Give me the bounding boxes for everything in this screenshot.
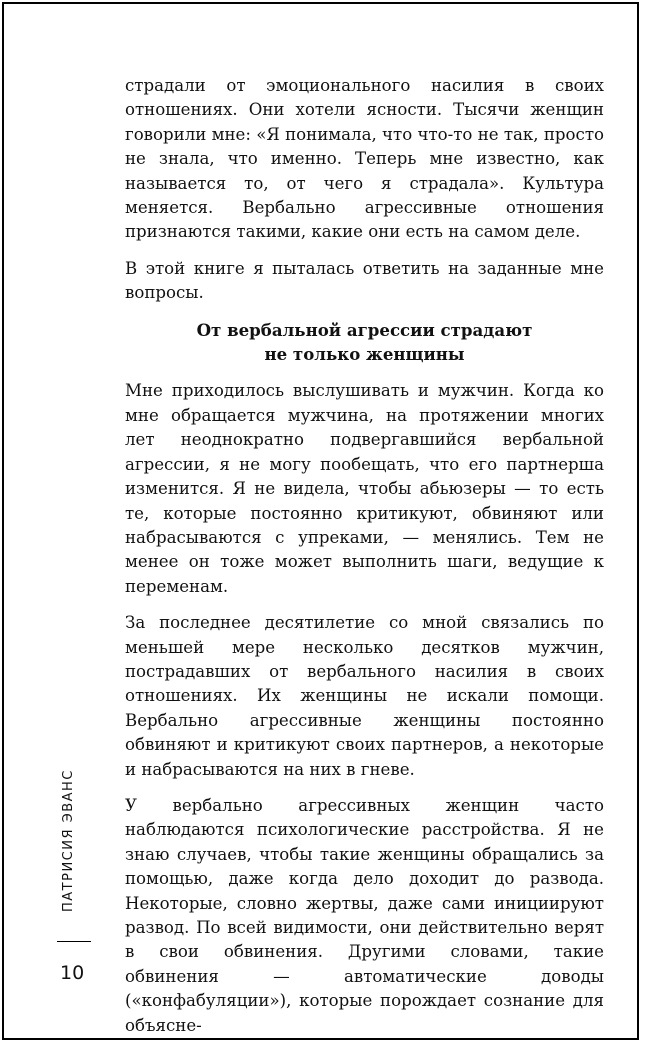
page-number: 10 (60, 962, 85, 984)
section-heading (125, 318, 604, 367)
section-heading-line-2: не только женщины (264, 344, 465, 365)
paragraph-continuation: страдали от эмоционального насилия в своих отношениях. Они хотели ясности. Тысячи женщин говорили мне: «Я понимала, что что-то не так, просто не знала, что именно. Теперь мне известно, как называется то, от чего я страдала». Культура меняется. Вербально агрессивные отношения признаются такими, какие они есть на самом деле. (125, 76, 604, 242)
page-body (125, 74, 604, 1050)
folio-divider (57, 941, 91, 942)
paragraph-disorders: У вербально агрессивных женщин часто наблюдаются психологические расстройства. Я не знаю случаев, чтобы такие женщины обращались за помощью, даже когда дело доходит до развода. Некоторые, словно жертвы, даже сами инициируют развод. По всей видимости, они действительно верят в свои обвинения. Другими словами, такие обвинения — автоматические доводы («конфабуляции»), которые порождает сознание для объясне- (125, 795, 604, 1035)
book-page (2, 2, 639, 1040)
section-heading-line-1: От вербальной агрессии страдают (196, 319, 533, 340)
paragraph-intent: В этой книге я пыталась ответить на заданные мне вопросы. (125, 258, 604, 303)
paragraph-last-decade: За последнее десятилетие со мной связались по меньшей мере несколько десятков мужчин, пострадавших от вербального насилия в своих отношениях. Их женщины не искали помощи. Вербально агрессивные женщины постоянно обвиняют и критикуют своих партнеров, а некоторые и набрасываются на них в гневе. (125, 613, 604, 779)
running-head-author: ПАТРИСИЯ ЭВАНС (61, 769, 76, 912)
paragraph-men-listening: Мне приходилось выслушивать и мужчин. Когда ко мне обращается мужчина, на протяжении многих лет неоднократно подвергавшийся вербальной агрессии, я не могу пообещать, что его партнерша изменится. Я не видела, чтобы абьюзеры — то есть те, которые постоянно критикуют, обвиняют или набрасываются с упреками, — менялись. Тем не менее он тоже может выполнить шаги, ведущие к переменам. (125, 381, 604, 596)
